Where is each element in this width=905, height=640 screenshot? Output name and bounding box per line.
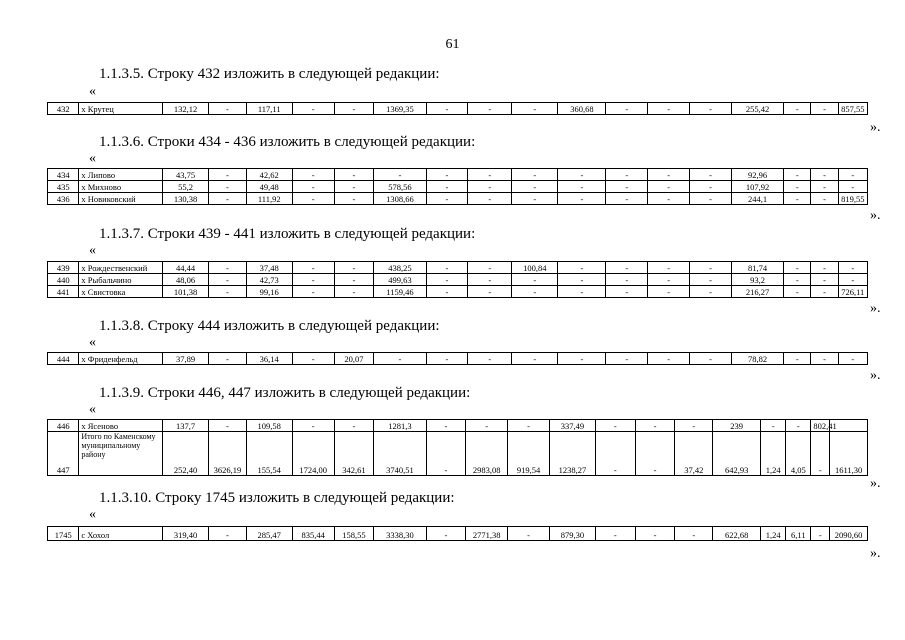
- value-cell: -: [426, 103, 468, 115]
- table-row: [48, 103, 868, 115]
- value-cell: -: [606, 181, 648, 193]
- value-cell: -: [675, 527, 713, 541]
- table-row: [48, 527, 868, 541]
- close-quote: ».: [870, 208, 881, 223]
- value-cell: -: [635, 420, 675, 432]
- value-cell: -: [784, 262, 811, 274]
- data-table: [47, 526, 868, 541]
- table-row: [48, 432, 868, 476]
- value-cell: -: [648, 353, 690, 365]
- value-cell: -: [690, 103, 732, 115]
- value-cell: 158,55: [334, 527, 374, 541]
- value-cell: 37,42: [675, 432, 713, 476]
- value-cell: -: [690, 193, 732, 205]
- table-row: [48, 274, 868, 286]
- value-cell: 3740,51: [374, 432, 426, 476]
- value-cell: 55,2: [163, 181, 209, 193]
- data-table: [47, 261, 868, 298]
- close-quote: ».: [870, 120, 881, 135]
- value-cell: -: [595, 527, 635, 541]
- value-cell: -: [606, 169, 648, 181]
- value-cell: -: [209, 286, 247, 298]
- value-cell: 819,55: [838, 193, 867, 205]
- value-cell: -: [468, 274, 512, 286]
- value-cell: 20,07: [334, 353, 374, 365]
- value-cell: -: [512, 181, 558, 193]
- value-cell: -: [512, 169, 558, 181]
- value-cell: -: [292, 274, 334, 286]
- value-cell: 2090,60: [830, 527, 868, 541]
- row-number: 446: [48, 420, 79, 432]
- value-cell: -: [811, 169, 838, 181]
- section-heading: 1.1.3.9. Строки 446, 447 изложить в следующей редакции:: [99, 385, 471, 401]
- value-cell: -: [558, 286, 606, 298]
- open-quote: «: [89, 335, 96, 350]
- value-cell: -: [426, 181, 468, 193]
- value-cell: 81,74: [731, 262, 783, 274]
- settlement-name: х Новиковский: [79, 193, 163, 205]
- value-cell: -: [334, 420, 374, 432]
- value-cell: -: [512, 193, 558, 205]
- value-cell: -: [512, 274, 558, 286]
- value-cell: -: [648, 181, 690, 193]
- value-cell: -: [690, 262, 732, 274]
- value-cell: 111,92: [246, 193, 292, 205]
- value-cell: -: [558, 262, 606, 274]
- row-number: 436: [48, 193, 79, 205]
- section-heading: 1.1.3.6. Строки 434 - 436 изложить в следующей редакции:: [99, 134, 476, 150]
- value-cell: 93,2: [731, 274, 783, 286]
- value-cell: -: [209, 274, 247, 286]
- settlement-name: х Михново: [79, 181, 163, 193]
- value-cell: 43,75: [163, 169, 209, 181]
- value-cell: -: [334, 286, 374, 298]
- value-cell: -: [838, 181, 867, 193]
- value-cell: 802,41: [811, 420, 830, 432]
- value-cell: -: [512, 103, 558, 115]
- value-cell: -: [606, 103, 648, 115]
- value-cell: 1724,00: [292, 432, 334, 476]
- value-cell: -: [334, 274, 374, 286]
- value-cell: 1611,30: [830, 432, 868, 476]
- value-cell: -: [426, 286, 468, 298]
- row-number: 434: [48, 169, 79, 181]
- value-cell: -: [426, 420, 466, 432]
- value-cell: -: [292, 103, 334, 115]
- value-cell: -: [209, 353, 247, 365]
- settlement-name: х Фриденфельд: [79, 353, 163, 365]
- value-cell: 6,11: [786, 527, 811, 541]
- value-cell: 42,73: [246, 274, 292, 286]
- table-row: [48, 353, 868, 365]
- value-cell: -: [209, 420, 247, 432]
- value-cell: -: [292, 193, 334, 205]
- settlement-name: х Крутец: [79, 103, 163, 115]
- value-cell: -: [334, 169, 374, 181]
- value-cell: -: [635, 432, 675, 476]
- value-cell: -: [512, 353, 558, 365]
- value-cell: 1,24: [761, 527, 786, 541]
- value-cell: 216,27: [731, 286, 783, 298]
- value-cell: 1281,3: [374, 420, 426, 432]
- value-cell: -: [468, 169, 512, 181]
- value-cell: -: [426, 169, 468, 181]
- value-cell: 726,11: [838, 286, 867, 298]
- open-quote: «: [89, 402, 96, 417]
- value-cell: 1238,27: [549, 432, 595, 476]
- value-cell: 342,61: [334, 432, 374, 476]
- value-cell: -: [838, 169, 867, 181]
- settlement-name: х Ясеново: [79, 420, 163, 432]
- row-number: 441: [48, 286, 79, 298]
- value-cell: 835,44: [292, 527, 334, 541]
- value-cell: -: [690, 181, 732, 193]
- value-cell: -: [508, 527, 550, 541]
- table-row: [48, 181, 868, 193]
- value-cell: -: [811, 432, 830, 476]
- value-cell: 1369,35: [374, 103, 426, 115]
- value-cell: 3338,30: [374, 527, 426, 541]
- close-quote: ».: [870, 546, 881, 561]
- value-cell: -: [648, 274, 690, 286]
- value-cell: 919,54: [508, 432, 550, 476]
- value-cell: -: [209, 181, 247, 193]
- value-cell: -: [784, 169, 811, 181]
- value-cell: -: [811, 103, 838, 115]
- value-cell: -: [811, 286, 838, 298]
- value-cell: -: [426, 193, 468, 205]
- table-row: [48, 193, 868, 205]
- value-cell: -: [690, 169, 732, 181]
- settlement-name: х Липово: [79, 169, 163, 181]
- value-cell: -: [761, 420, 786, 432]
- value-cell: -: [648, 103, 690, 115]
- close-quote: ».: [870, 301, 881, 316]
- value-cell: -: [468, 181, 512, 193]
- value-cell: -: [786, 420, 811, 432]
- settlement-name: Итого по Каменскому муниципальному району: [79, 432, 163, 476]
- value-cell: -: [838, 274, 867, 286]
- value-cell: -: [606, 193, 648, 205]
- data-table: [47, 168, 868, 205]
- row-number: 1745: [48, 527, 79, 541]
- value-cell: 155,54: [246, 432, 292, 476]
- value-cell: 578,56: [374, 181, 426, 193]
- value-cell: -: [334, 262, 374, 274]
- value-cell: 92,96: [731, 169, 783, 181]
- row-number: 439: [48, 262, 79, 274]
- value-cell: 255,42: [731, 103, 783, 115]
- value-cell: -: [648, 193, 690, 205]
- value-cell: 499,63: [374, 274, 426, 286]
- value-cell: -: [606, 274, 648, 286]
- value-cell: -: [209, 103, 247, 115]
- value-cell: 622,68: [713, 527, 761, 541]
- value-cell: -: [292, 262, 334, 274]
- table-row: [48, 262, 868, 274]
- value-cell: -: [508, 420, 550, 432]
- value-cell: 3626,19: [209, 432, 247, 476]
- value-cell: -: [558, 274, 606, 286]
- value-cell: -: [690, 353, 732, 365]
- value-cell: -: [209, 262, 247, 274]
- value-cell: -: [606, 262, 648, 274]
- value-cell: 44,44: [163, 262, 209, 274]
- value-cell: -: [811, 527, 830, 541]
- section-heading: 1.1.3.10. Строку 1745 изложить в следующей редакции:: [99, 490, 455, 506]
- value-cell: 319,40: [163, 527, 209, 541]
- value-cell: -: [811, 262, 838, 274]
- value-cell: 244,1: [731, 193, 783, 205]
- value-cell: -: [426, 262, 468, 274]
- value-cell: 1,24: [761, 432, 786, 476]
- value-cell: 285,47: [246, 527, 292, 541]
- value-cell: -: [558, 353, 606, 365]
- value-cell: -: [811, 181, 838, 193]
- value-cell: 2983,08: [466, 432, 508, 476]
- open-quote: «: [89, 84, 96, 99]
- value-cell: 879,30: [549, 527, 595, 541]
- open-quote: «: [89, 243, 96, 258]
- value-cell: -: [558, 181, 606, 193]
- page-number: 61: [445, 37, 460, 52]
- value-cell: -: [838, 353, 867, 365]
- open-quote: «: [89, 151, 96, 166]
- value-cell: 130,38: [163, 193, 209, 205]
- value-cell: -: [292, 420, 334, 432]
- value-cell: -: [811, 274, 838, 286]
- value-cell: 99,16: [246, 286, 292, 298]
- value-cell: 49,48: [246, 181, 292, 193]
- table-row: [48, 420, 868, 432]
- value-cell: -: [784, 353, 811, 365]
- settlement-name: х Рыбальчино: [79, 274, 163, 286]
- value-cell: -: [292, 353, 334, 365]
- data-table: [47, 102, 868, 115]
- value-cell: -: [426, 353, 468, 365]
- value-cell: -: [784, 181, 811, 193]
- value-cell: 2771,38: [466, 527, 508, 541]
- value-cell: 101,38: [163, 286, 209, 298]
- value-cell: -: [648, 286, 690, 298]
- value-cell: -: [468, 262, 512, 274]
- value-cell: -: [675, 420, 713, 432]
- value-cell: -: [334, 181, 374, 193]
- value-cell: -: [292, 169, 334, 181]
- value-cell: 438,25: [374, 262, 426, 274]
- value-cell: 36,14: [246, 353, 292, 365]
- value-cell: -: [784, 286, 811, 298]
- value-cell: -: [606, 353, 648, 365]
- settlement-name: х Рождественский: [79, 262, 163, 274]
- value-cell: -: [426, 527, 466, 541]
- value-cell: -: [558, 169, 606, 181]
- value-cell: -: [468, 353, 512, 365]
- value-cell: -: [468, 103, 512, 115]
- row-number: 440: [48, 274, 79, 286]
- row-number: 447: [48, 432, 79, 476]
- value-cell: -: [595, 420, 635, 432]
- value-cell: 107,92: [731, 181, 783, 193]
- value-cell: -: [690, 286, 732, 298]
- table-row: [48, 286, 868, 298]
- value-cell: 857,55: [838, 103, 867, 115]
- close-quote: ».: [870, 368, 881, 383]
- value-cell: -: [784, 274, 811, 286]
- value-cell: 132,12: [163, 103, 209, 115]
- value-cell: -: [374, 169, 426, 181]
- value-cell: -: [595, 432, 635, 476]
- value-cell: -: [558, 193, 606, 205]
- value-cell: -: [784, 193, 811, 205]
- value-cell: -: [209, 169, 247, 181]
- value-cell: -: [635, 527, 675, 541]
- value-cell: 1308,66: [374, 193, 426, 205]
- value-cell: 360,68: [558, 103, 606, 115]
- value-cell: 37,89: [163, 353, 209, 365]
- data-table: [47, 352, 868, 365]
- value-cell: 37,48: [246, 262, 292, 274]
- value-cell: -: [209, 193, 247, 205]
- row-number: 432: [48, 103, 79, 115]
- value-cell: -: [426, 274, 468, 286]
- value-cell: -: [648, 169, 690, 181]
- value-cell: -: [374, 353, 426, 365]
- value-cell: -: [606, 286, 648, 298]
- value-cell: -: [838, 262, 867, 274]
- data-table: [47, 419, 868, 476]
- value-cell: -: [811, 193, 838, 205]
- row-number: 435: [48, 181, 79, 193]
- value-cell: 642,93: [713, 432, 761, 476]
- section-heading: 1.1.3.5. Строку 432 изложить в следующей редакции:: [99, 66, 440, 82]
- value-cell: -: [466, 420, 508, 432]
- value-cell: -: [648, 262, 690, 274]
- value-cell: -: [209, 527, 247, 541]
- value-cell: 42,62: [246, 169, 292, 181]
- value-cell: -: [512, 286, 558, 298]
- value-cell: 4,05: [786, 432, 811, 476]
- value-cell: -: [468, 193, 512, 205]
- value-cell: 117,11: [246, 103, 292, 115]
- row-number: 444: [48, 353, 79, 365]
- value-cell: -: [811, 353, 838, 365]
- value-cell: -: [292, 286, 334, 298]
- value-cell: 100,84: [512, 262, 558, 274]
- value-cell: 1159,46: [374, 286, 426, 298]
- open-quote: «: [89, 507, 96, 522]
- value-cell: -: [426, 432, 466, 476]
- table-row: [48, 169, 868, 181]
- value-cell: -: [292, 181, 334, 193]
- value-cell: 78,82: [731, 353, 783, 365]
- value-cell: 252,40: [163, 432, 209, 476]
- section-heading: 1.1.3.8. Строку 444 изложить в следующей редакции:: [99, 318, 440, 334]
- value-cell: -: [334, 193, 374, 205]
- value-cell: 137,7: [163, 420, 209, 432]
- close-quote: ».: [870, 476, 881, 491]
- value-cell: 239: [713, 420, 761, 432]
- section-heading: 1.1.3.7. Строки 439 - 441 изложить в следующей редакции:: [99, 226, 476, 242]
- value-cell: 48,06: [163, 274, 209, 286]
- value-cell: -: [690, 274, 732, 286]
- settlement-name: х Свистовка: [79, 286, 163, 298]
- value-cell: 337,49: [549, 420, 595, 432]
- value-cell: -: [468, 286, 512, 298]
- value-cell: -: [334, 103, 374, 115]
- settlement-name: с Хохол: [79, 527, 163, 541]
- value-cell: 109,58: [246, 420, 292, 432]
- value-cell: -: [784, 103, 811, 115]
